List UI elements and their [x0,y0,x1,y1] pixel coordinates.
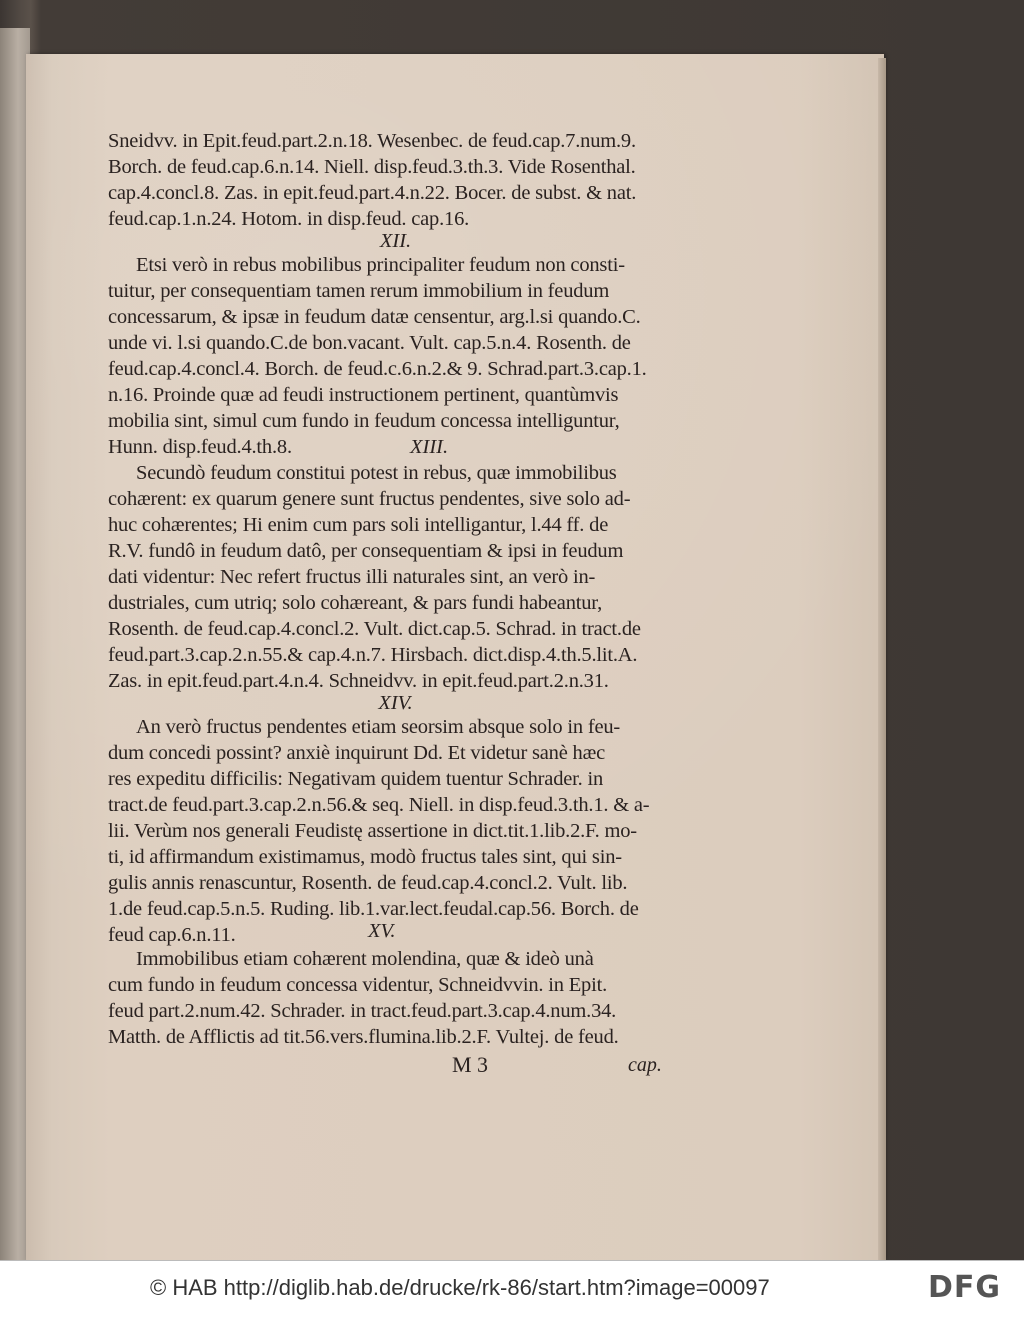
text-line: Sneidvv. in Epit.feud.part.2.n.18. Wesenbec. de feud.cap.7.num.9. [108,130,636,152]
section-heading-xv: XV. [368,920,396,942]
section-heading-xiv: XIV. [378,692,413,714]
text-line: An verò fructus pendentes etiam seorsim absque solo in feu- [136,716,621,738]
text-line: concessarum, & ipsæ in feudum datæ censentur, arg.l.si quando.C. [108,306,641,328]
text-line: Borch. de feud.cap.6.n.14. Niell. disp.feud.3.th.3. Vide Rosenthal. [108,156,636,178]
text-line: R.V. fundô in feudum datô, per consequentiam & ipsi in feudum [108,540,624,562]
section-heading-xiii: XIII. [410,436,449,458]
text-line: cap.4.concl.8. Zas. in epit.feud.part.4.n.22. Bocer. de subst. & nat. [108,182,637,204]
text-line: unde vi. l.si quando.C.de bon.vacant. Vult. cap.5.n.4. Rosenth. de [108,332,631,354]
text-line: feud.cap.4.concl.4. Borch. de feud.c.6.n.2.& 9. Schrad.part.3.cap.1. [108,358,647,380]
page-fore-edge [878,58,886,1260]
text-line: Hunn. disp.feud.4.th.8. [108,436,292,458]
text-line: ti, id affirmandum existimamus, modò fructus tales sint, qui sin- [108,846,622,868]
text-line: dati videntur: Nec refert fructus illi naturales sint, an verò in- [108,566,596,588]
text-line: cum fundo in feudum concessa videntur, Schneidvvin. in Epit. [108,974,608,996]
text-line: gulis annis renascuntur, Rosenth. de feud.cap.4.concl.2. Vult. lib. [108,872,628,894]
text-line: cohærent: ex quarum genere sunt fructus pendentes, sive solo ad- [108,488,631,510]
text-line: lii. Verùm nos generali Feudistę assertione in dict.tit.1.lib.2.F. mo- [108,820,637,842]
text-line: 1.de feud.cap.5.n.5. Ruding. lib.1.var.lect.feudal.cap.56. Borch. de [108,898,639,920]
footer-bar [0,1260,1024,1317]
text-line: huc cohærentes; Hi enim cum pars soli intelligantur, l.44 ff. de [108,514,609,536]
text-line: Etsi verò in rebus mobilibus principaliter feudum non consti- [136,254,625,276]
text-line: feud.cap.1.n.24. Hotom. in disp.feud. cap.16. [108,208,470,230]
text-line: feud part.2.num.42. Schrader. in tract.feud.part.3.cap.4.num.34. [108,1000,617,1022]
text-line: Secundò feudum constitui potest in rebus, quæ immobilibus [136,462,617,484]
text-line: Rosenth. de feud.cap.4.concl.2. Vult. dict.cap.5. Schrad. in tract.de [108,618,641,640]
text-line: Matth. de Afflictis ad tit.56.vers.flumina.lib.2.F. Vultej. de feud. [108,1026,619,1048]
text-line: feud cap.6.n.11. [108,924,236,946]
text-line: Zas. in epit.feud.part.4.n.4. Schneidvv. in epit.feud.part.2.n.31. [108,670,609,692]
text-line: tuitur, per consequentiam tamen rerum immobilium in feudum [108,280,610,302]
catchword: cap. [628,1054,662,1076]
text-line: dustriales, cum utriq; solo cohæreant, & pars fundi habeantur, [108,592,603,614]
dfg-logo: DFG [928,1270,1002,1305]
copyright-url-text: © HAB http://diglib.hab.de/drucke/rk-86/start.htm?image=00097 [150,1275,770,1300]
text-line: tract.de feud.part.3.cap.2.n.56.& seq. Niell. in disp.feud.3.th.1. & a- [108,794,650,816]
text-line: Immobilibus etiam cohærent molendina, quæ & ideò unà [136,948,594,970]
section-heading-xii: XII. [379,230,412,252]
text-line: dum concedi possint? anxiè inquirunt Dd. Et videtur sanè hæc [108,742,605,764]
text-line: n.16. Proinde quæ ad feudi instructionem pertinent, quantùmvis [108,384,619,406]
text-line: res expeditu difficilis: Negativam quidem tuentur Schrader. in [108,768,604,790]
text-line: feud.part.3.cap.2.n.55.& cap.4.n.7. Hirsbach. dict.disp.4.th.5.lit.A. [108,644,638,666]
text-line: mobilia sint, simul cum fundo in feudum concessa intelliguntur, [108,410,620,432]
signature-mark: M 3 [452,1052,489,1077]
